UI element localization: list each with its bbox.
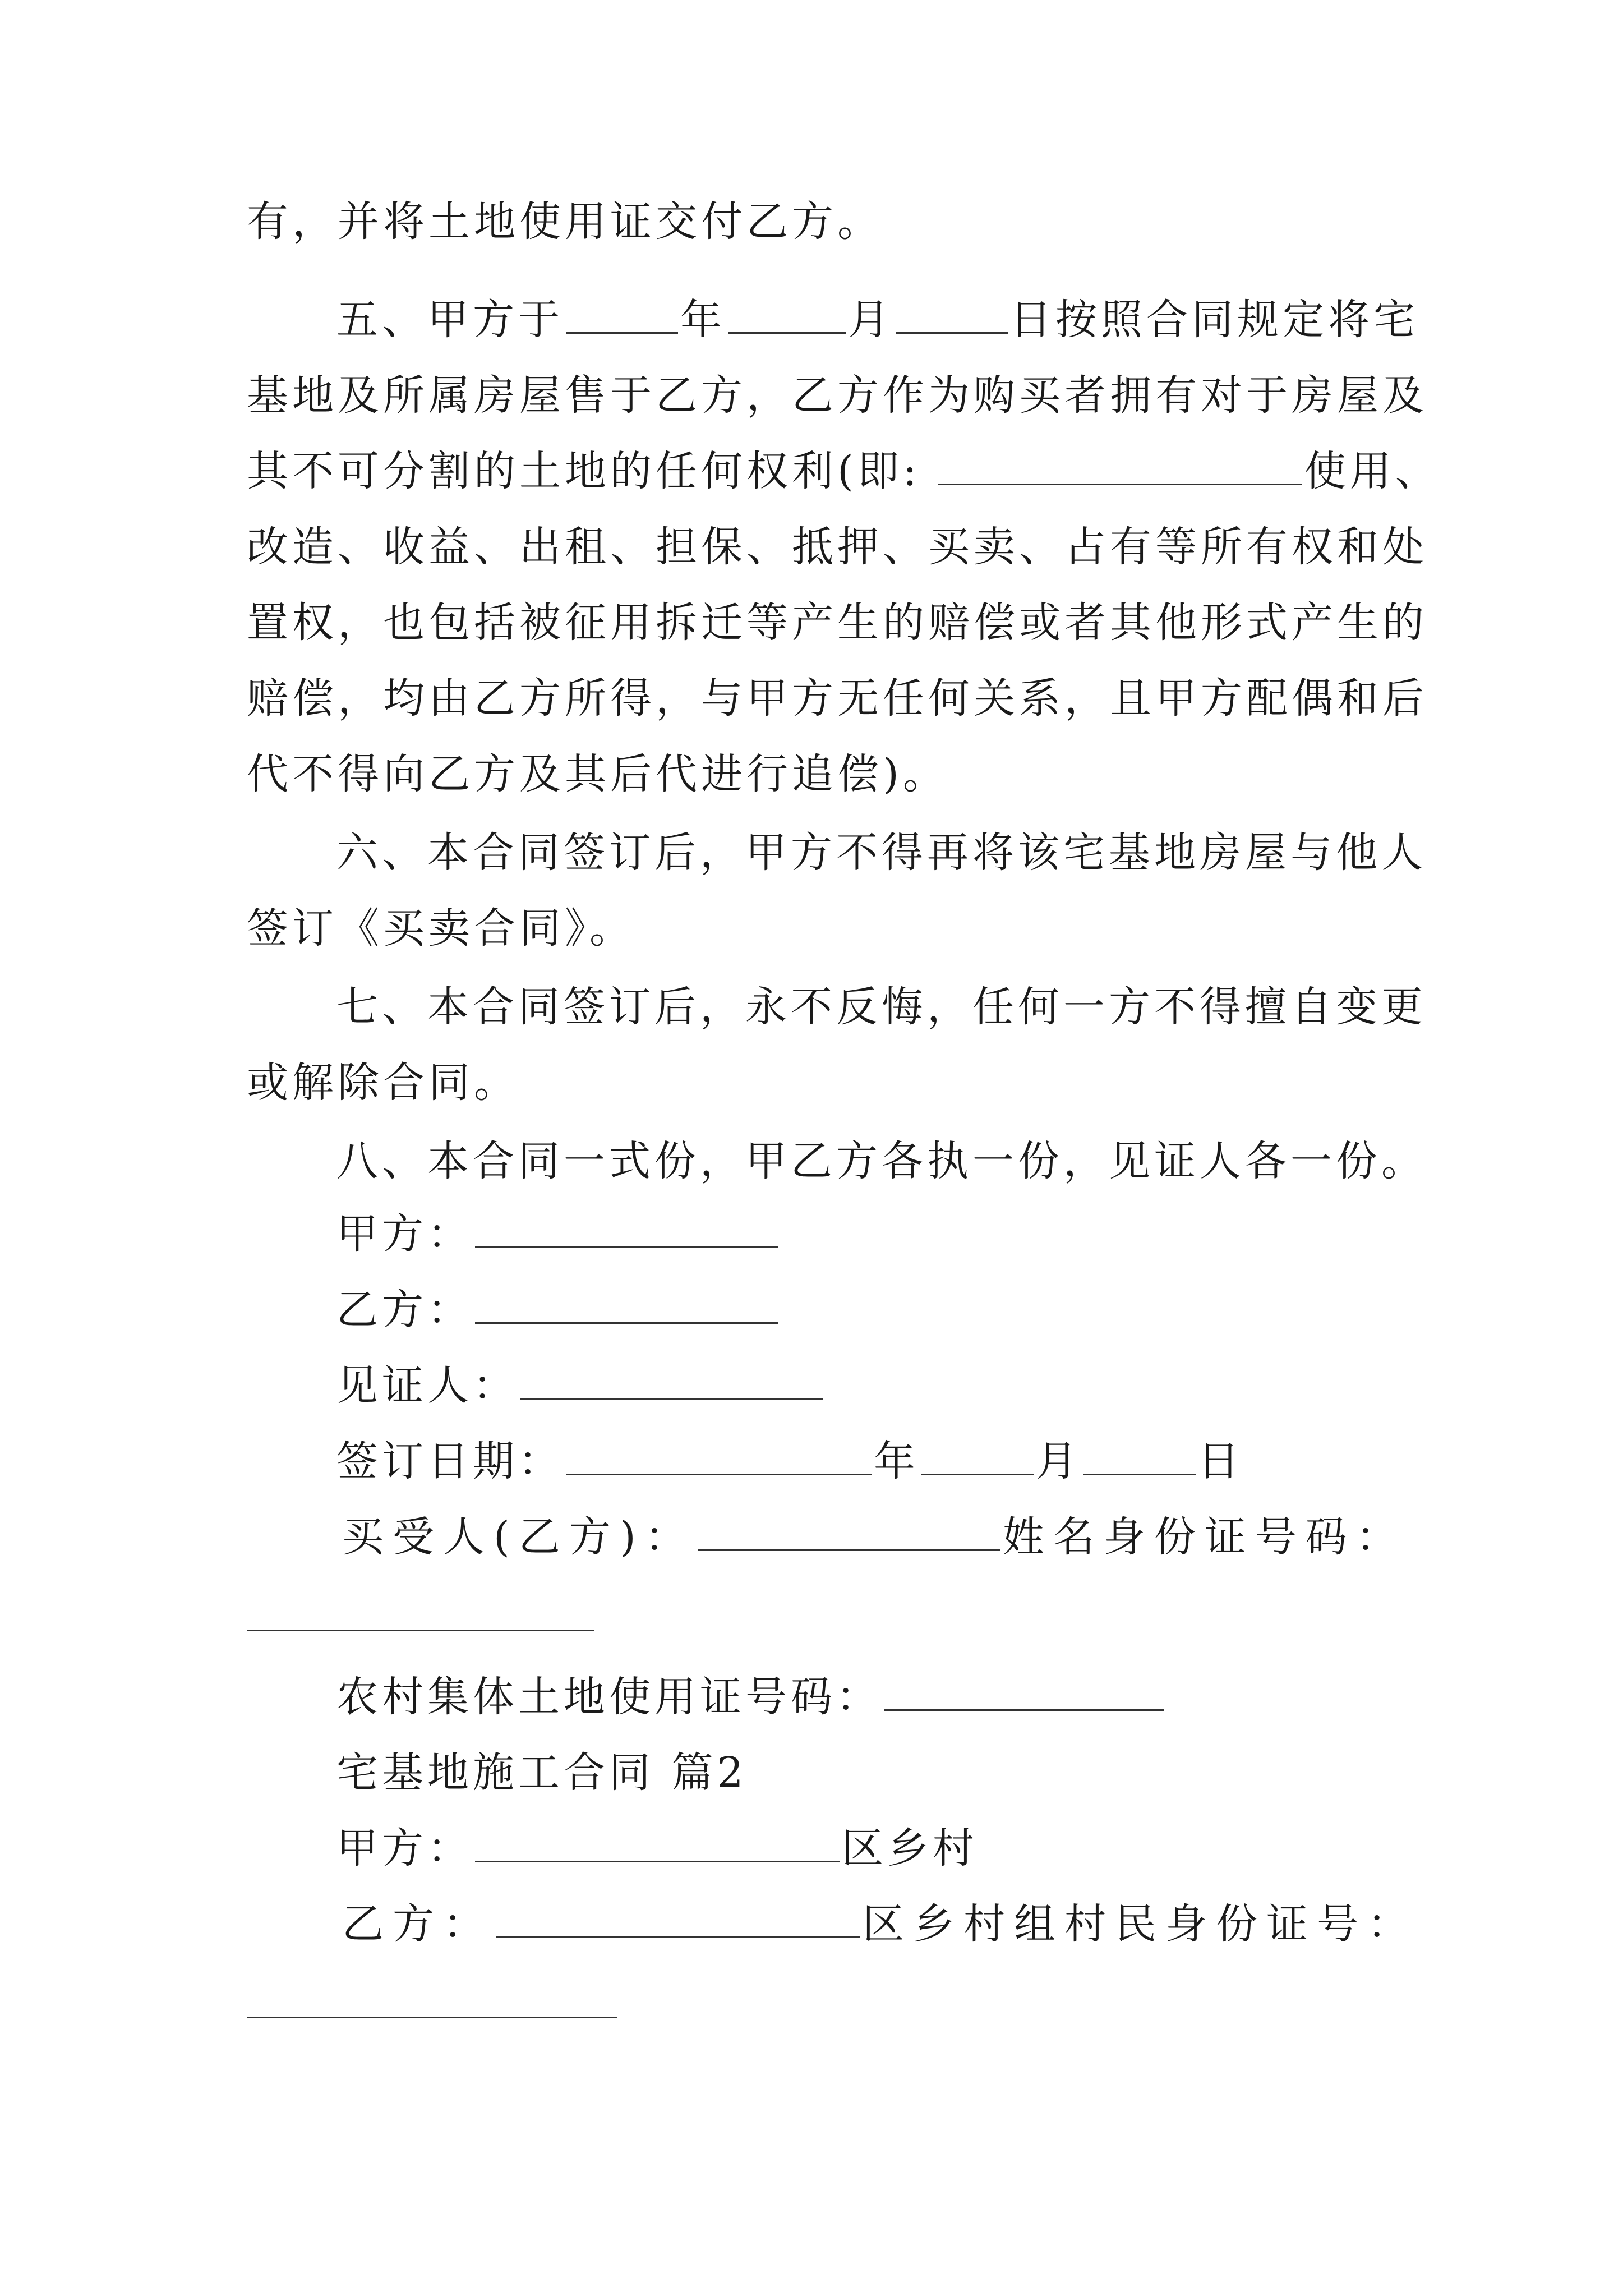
clause-5-line-2	[247, 367, 1428, 424]
party-b-line-2	[342, 1896, 1418, 1952]
clause-5-text: 基地及所属房屋售于乙方，乙方作为购买者拥有对于房屋及	[247, 371, 1428, 420]
clause-5-text: 置权，也包括被征用拆迁等产生的赔偿或者其他形式产生的	[247, 599, 1428, 647]
clause-5-line-4	[247, 519, 1428, 575]
clause-5-text: 改造、收益、出租、担保、抵押、买卖、占有等所有权和处	[247, 523, 1428, 571]
party-b-blank	[496, 1899, 860, 1938]
witness-label: 见证人：	[336, 1361, 518, 1410]
buyer-blank	[698, 1512, 1000, 1551]
clause-5-line-7	[247, 746, 948, 802]
rights-blank	[938, 447, 1302, 485]
clause-7-text: 或解除合同。	[247, 1059, 519, 1107]
clause-7-line-2	[247, 1055, 519, 1111]
clause-8-text: 八、本合同一式份，甲乙方各执一份，见证人各一份。	[336, 1137, 1427, 1185]
buyer-label: 买受人(乙方)：	[342, 1513, 695, 1561]
section-heading	[336, 1745, 748, 1801]
party-b-address: 区乡村组村民身份证号：	[863, 1900, 1418, 1948]
witness-blank	[520, 1361, 823, 1400]
id-number-label: 姓名身份证号码：	[1002, 1513, 1407, 1561]
id-number-blank	[247, 2017, 617, 2018]
clause-5-line-6	[247, 670, 1428, 726]
party-a-blank	[475, 1209, 778, 1248]
clause-7-line-1	[336, 979, 1427, 1035]
clause-5-text: 五、甲方于	[336, 296, 564, 344]
sign-date-line	[336, 1433, 1243, 1489]
clause-6-text: 六、本合同签订后，甲方不得再将该宅基地房屋与他人	[336, 829, 1427, 877]
clause-5-text: 其不可分割的土地的任何权利(即:	[247, 447, 921, 495]
section-title: 宅基地施工合同 篇2	[336, 1749, 748, 1797]
party-b-blank	[475, 1285, 778, 1324]
year-label: 年	[680, 296, 726, 344]
text-line-content: 有，并将土地使用证交付乙方。	[247, 197, 883, 246]
party-a-address: 区乡村	[842, 1824, 978, 1872]
sign-date-label: 签订日期：	[336, 1437, 564, 1485]
witness-line	[336, 1358, 826, 1414]
clause-6-text: 签订《买卖合同》。	[247, 904, 635, 953]
id-number-blank	[247, 1630, 594, 1631]
land-cert-line	[336, 1669, 1166, 1725]
month-label: 月	[1036, 1437, 1081, 1485]
party-b-label: 乙方：	[342, 1900, 494, 1948]
clause-6-line-2	[247, 900, 635, 956]
year-label: 年	[874, 1437, 919, 1485]
day-blank	[896, 295, 1008, 334]
month-label: 月	[848, 296, 893, 344]
clause-5-text-tail: 日按照合同规定将宅	[1010, 296, 1419, 344]
party-a-line-2	[336, 1820, 978, 1876]
month-blank	[921, 1437, 1034, 1475]
clause-8-line	[336, 1133, 1427, 1189]
party-a-blank	[475, 1824, 840, 1862]
clause-5-text: 赔偿，均由乙方所得，与甲方无任何关系，且甲方配偶和后	[247, 674, 1428, 723]
day-blank	[1083, 1437, 1196, 1475]
clause-6-line-1	[336, 825, 1427, 881]
party-a-label: 甲方：	[336, 1210, 473, 1258]
clause-5-line-5	[247, 595, 1428, 651]
clause-5-line-1	[336, 292, 1419, 348]
party-b-line	[336, 1282, 780, 1338]
clause-5-line-3	[247, 443, 1441, 499]
year-blank	[566, 295, 678, 334]
land-cert-label: 农村集体土地使用证号码：	[336, 1673, 882, 1721]
month-blank	[728, 295, 846, 334]
buyer-line	[342, 1509, 1407, 1565]
clause-7-text: 七、本合同签订后，永不反悔，任何一方不得擅自变更	[336, 983, 1427, 1031]
text-line	[247, 194, 883, 250]
land-cert-blank	[884, 1672, 1164, 1711]
party-a-label: 甲方：	[336, 1824, 473, 1872]
clause-5-text: 代不得向乙方及其后代进行追偿)。	[247, 750, 948, 798]
party-b-label: 乙方：	[336, 1286, 473, 1334]
day-label: 日	[1198, 1437, 1243, 1485]
sign-date-blank	[566, 1437, 872, 1475]
clause-5-text: 使用、	[1304, 447, 1441, 495]
party-a-line	[336, 1206, 780, 1262]
